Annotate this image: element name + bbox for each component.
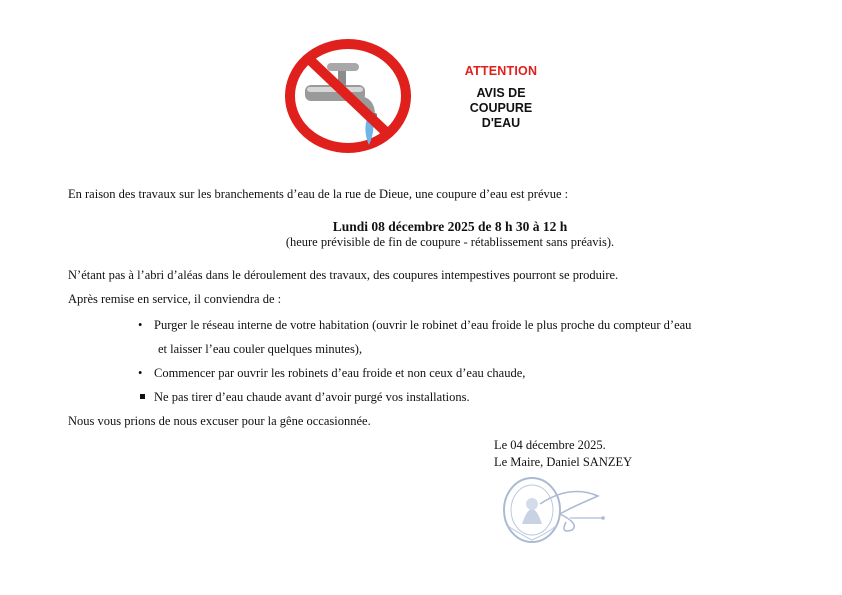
signoff-date: Le 04 décembre 2025. (494, 438, 606, 452)
intro-paragraph: En raison des travaux sur les branchements d’eau de la rue de Dieue, une coupure d’eau est prévue : (68, 187, 569, 201)
after-service-intro: Après remise en service, il conviendra de : (68, 292, 282, 306)
list-item (138, 390, 470, 405)
bullet-dot-icon: • (138, 318, 143, 332)
list-item (138, 366, 525, 381)
notice-title-line: AVIS DE (476, 86, 526, 100)
attention-label: ATTENTION (464, 64, 538, 78)
list-item-continuation: et laisser l’eau couler quelques minutes), (158, 342, 363, 356)
notice-title-line: COUPURE (469, 101, 533, 115)
mayor-stamp-icon (500, 474, 610, 546)
apology-paragraph: Nous vous prions de nous excuser pour la gêne occasionnée. (68, 414, 371, 428)
warning-paragraph: N’étant pas à l’abri d’aléas dans le déroulement des travaux, des coupures intempestives pourront se produire. (68, 268, 619, 282)
signoff-signer: Le Maire, Daniel SANZEY (494, 455, 633, 469)
list-item-text: Purger le réseau interne de votre habitation (ouvrir le robinet d’eau froide le plus proche du compteur d’eau (154, 318, 692, 332)
no-water-icon (283, 37, 413, 155)
list-item-text: Commencer par ouvrir les robinets d’eau froide et non ceux d’eau chaude, (154, 366, 526, 380)
outage-note: (heure prévisible de fin de coupure - rétablissement sans préavis). (285, 235, 615, 249)
bullet-dot-icon: • (138, 366, 143, 380)
bullet-square-icon (140, 394, 145, 399)
outage-date: Lundi 08 décembre 2025 de 8 h 30 à 12 h (332, 219, 568, 234)
notice-title (446, 86, 556, 131)
notice-title-line: D'EAU (481, 116, 521, 130)
list-item (138, 318, 691, 333)
list-item-text: Ne pas tirer d’eau chaude avant d’avoir purgé vos installations. (154, 390, 470, 404)
